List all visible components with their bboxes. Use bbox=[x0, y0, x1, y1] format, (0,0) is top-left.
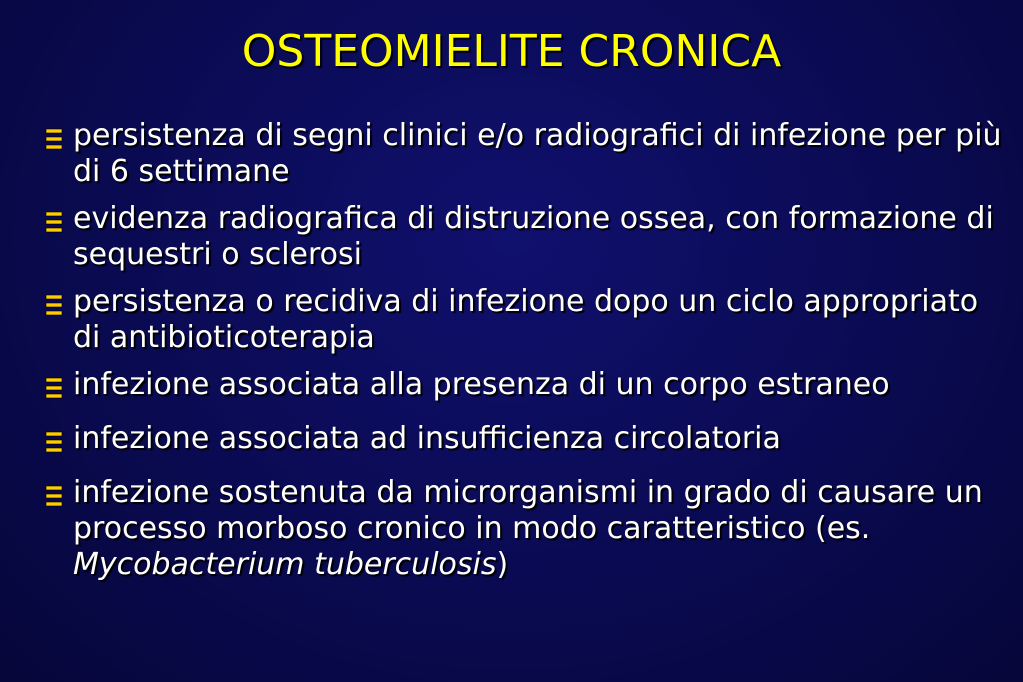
bullet-text: infezione associata alla presenza di un corpo estraneo bbox=[73, 367, 890, 402]
bullet-item bbox=[44, 201, 1004, 273]
bullet-item bbox=[44, 118, 1004, 190]
trigram-bullet-icon bbox=[44, 128, 64, 150]
organism-name: Mycobacterium tuberculosis bbox=[73, 547, 497, 582]
slide-title: OSTEOMIELITE CRONICA bbox=[241, 26, 782, 77]
bullet-item bbox=[44, 367, 1004, 403]
bullet-text: persistenza di segni clinici e/o radiografici di infezione per più di 6 settimane bbox=[73, 118, 1002, 189]
bullet-text: evidenza radiografica di distruzione ossea, con formazione di sequestri o sclerosi bbox=[73, 201, 994, 272]
trigram-bullet-icon bbox=[44, 211, 64, 233]
bullet-text-before: infezione sostenuta da microrganismi in grado di causare un processo morboso cronico in modo caratteristico (es. bbox=[73, 475, 983, 546]
bullet-item bbox=[44, 284, 1004, 356]
trigram-bullet-icon bbox=[44, 377, 64, 399]
bullet-list bbox=[44, 118, 1004, 594]
trigram-bullet-icon bbox=[44, 485, 64, 507]
bullet-item bbox=[44, 421, 1004, 457]
bullet-text: infezione associata ad insufficienza circolatoria bbox=[73, 421, 781, 456]
bullet-item bbox=[44, 475, 1004, 583]
trigram-bullet-icon bbox=[44, 294, 64, 316]
bullet-text-after: ) bbox=[496, 547, 509, 582]
bullet-text: persistenza o recidiva di infezione dopo un ciclo appropriato di antibioticoterapia bbox=[73, 284, 979, 355]
trigram-bullet-icon bbox=[44, 431, 64, 453]
